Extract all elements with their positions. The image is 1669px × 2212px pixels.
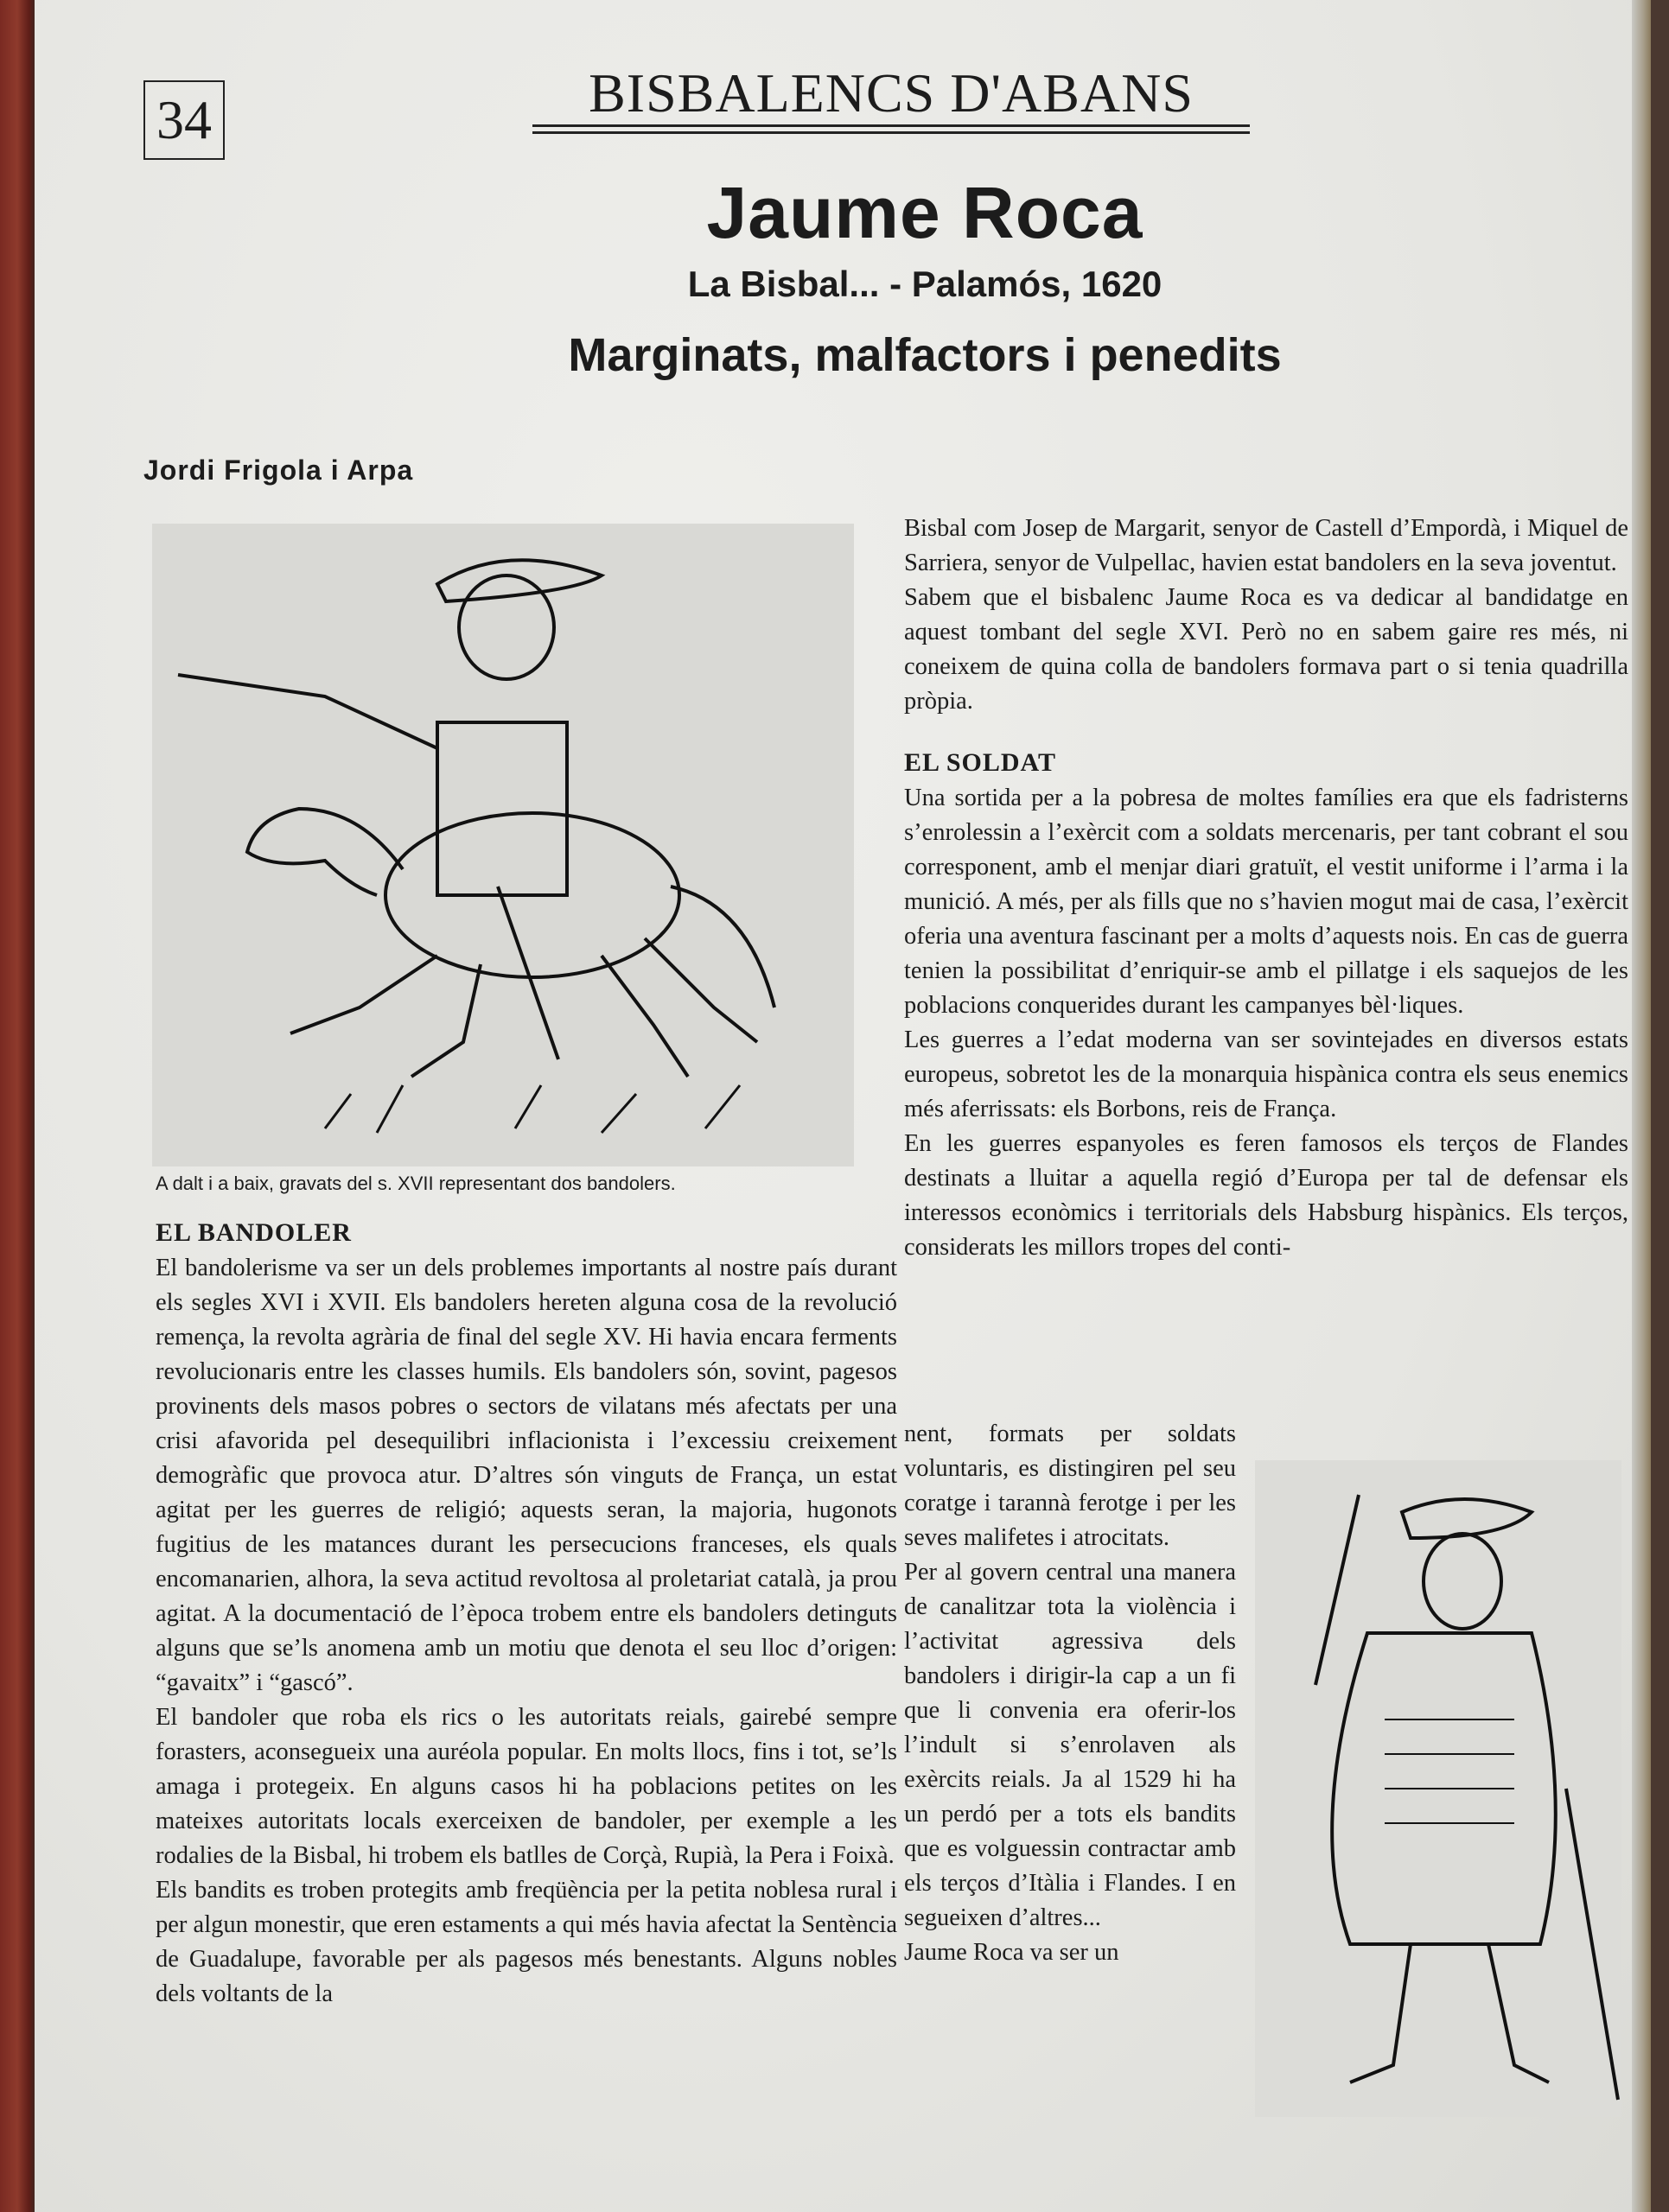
article-subtitle-2: Marginats, malfactors i penedits: [568, 329, 1282, 381]
engraving-horseman-illustration: [152, 524, 854, 1166]
body-paragraph: Bisbal com Josep de Margarit, senyor de Castell d’Empordà, i Miquel de Sarriera, senyor de Vulpellac, havien estat bandolers en la seva joventut.: [904, 515, 1628, 576]
body-paragraph: Sabem que el bisbalenc Jaume Roca es va dedicar al bandidatge en aquest tombant del segle XVI. Però no en sabem gaire res més, ni coneixem de quina colla de bandolers formava part o si tenia quadrilla pròpia.: [904, 584, 1628, 715]
body-paragraph: El bandolerisme va ser un dels problemes importants al nostre país durant els segles XVI i XVII. Els bandolers hereten alguna cosa de la revolució remença, la revolta agrària de final del segle XV. Hi havia encara ferments revolucionaris entre les classes humils. Els bandolers són, sovint, pagesos provinents dels masos pobres o sectors de vilatans més afectats per una crisi afavorida pel desequilibri inflacionista i l’excessiu creixement demogràfic que provoca atur. D’altres són vinguts de França, un estat agitat per les guerres de religió; aquests seran, la majoria, hugonots fugitius de les matances durant les persecucions franceses, els quals encomanarien, alhora, la seva actitud revoltosa al proletariat català, ja prou agitat. A la documentació de l’època trobem entre els bandolers detinguts alguns que se’ls anomena amb un motiu que denota el seu lloc d’origen: “gavaitx” i “gascó”.: [156, 1255, 897, 1696]
section-title: BISBALENCS D'ABANS: [589, 62, 1194, 124]
body-paragraph: Els bandits es troben protegits amb freqüència per la petita noblesa rural i per algun monestir, que eren estaments a qui més havia afectat la Sentència de Guadalupe, favorable per als pagesos més benestants. Alguns nobles dels voltants de la: [156, 1877, 897, 2007]
engraving-soldier-illustration: [1255, 1460, 1621, 2117]
figure-caption: A dalt i a baix, gravats del s. XVII representant dos bandolers.: [156, 1173, 676, 1194]
section-heading-soldat: EL SOLDAT: [904, 748, 1057, 777]
body-paragraph: nent, formats per soldats voluntaris, es distingiren pel seu coratge i tarannà ferotge i per les seves malifetes i atrocitats.: [904, 1421, 1236, 1551]
author-byline: Jordi Frigola i Arpa: [143, 454, 414, 486]
body-paragraph: Les guerres a l’edat moderna van ser sovintejades en diversos estats europeus, sobretot les de la monarquia hispànica contra els seus enemics més aferrissats: els Borbons, reis de França.: [904, 1027, 1628, 1122]
book-spine: [1632, 0, 1651, 2212]
title-rule: [532, 124, 1250, 127]
section-heading-bandoler: EL BANDOLER: [156, 1218, 352, 1247]
body-paragraph: En les guerres espanyoles es feren famosos els terços de Flandes destinats a lluitar a aquella regió d’Europa per tal de defensar els interessos econòmics i territorials dels Habsburg hispànics. Els terços, considerats les millors tropes del conti-: [904, 1130, 1628, 1261]
title-rule: [532, 131, 1250, 134]
body-paragraph: Jaume Roca va ser un: [904, 1939, 1119, 1966]
body-paragraph: El bandoler que roba els rics o les autoritats reials, gairebé sempre forasters, aconsegueix una auréola popular. En molts llocs, fins i tot, se’ls amaga i protegeix. En alguns casos hi ha poblacions petites on les mateixes autoritats locals exerceixen de bandoler, per exemple a les rodalies de la Bisbal, hi trobem els batlles de Corçà, Rupià, la Pera i Foixà.: [156, 1704, 897, 1869]
article-title: Jaume Roca: [706, 172, 1143, 253]
left-text-column: [156, 1215, 897, 2012]
magazine-page: [35, 0, 1651, 2212]
page-number: 34: [143, 80, 225, 160]
body-paragraph: Per al govern central una manera de canalitzar tota la violència i l’activitat agressiva dels bandolers i dirigir-la cap a un fi que li convenia era oferir-los l’indult si s’enrolaven als exèrcits reials. Ja al 1529 hi ha un perdó per a tots els bandits que es volguessin contractar amb els terços d’Itàlia i Flandes. I en segueixen d’altres...: [904, 1559, 1236, 1931]
article-subtitle: La Bisbal... - Palamós, 1620: [687, 264, 1163, 304]
right-narrow-text-column: [904, 1417, 1236, 1970]
body-paragraph: Una sortida per a la pobresa de moltes famílies era que els fadristerns s’enrolessin a l’exèrcit com a soldats mercenaris, per tant cobrant el sou corresponent, amb el menjar diari gratuït, el vestit uniforme i l’arma i la munició. A més, per als fills que no s’havien mogut mai de casa, l’exèrcit oferia una aventura fascinant per a molts d’aquests nois. En cas de guerra tenien la possibilitat d’enriquir-se amb el pillatge i els saquejos de les poblacions conquerides durant les campanyes bèl·liques.: [904, 785, 1628, 1019]
right-text-column: [904, 512, 1628, 1265]
